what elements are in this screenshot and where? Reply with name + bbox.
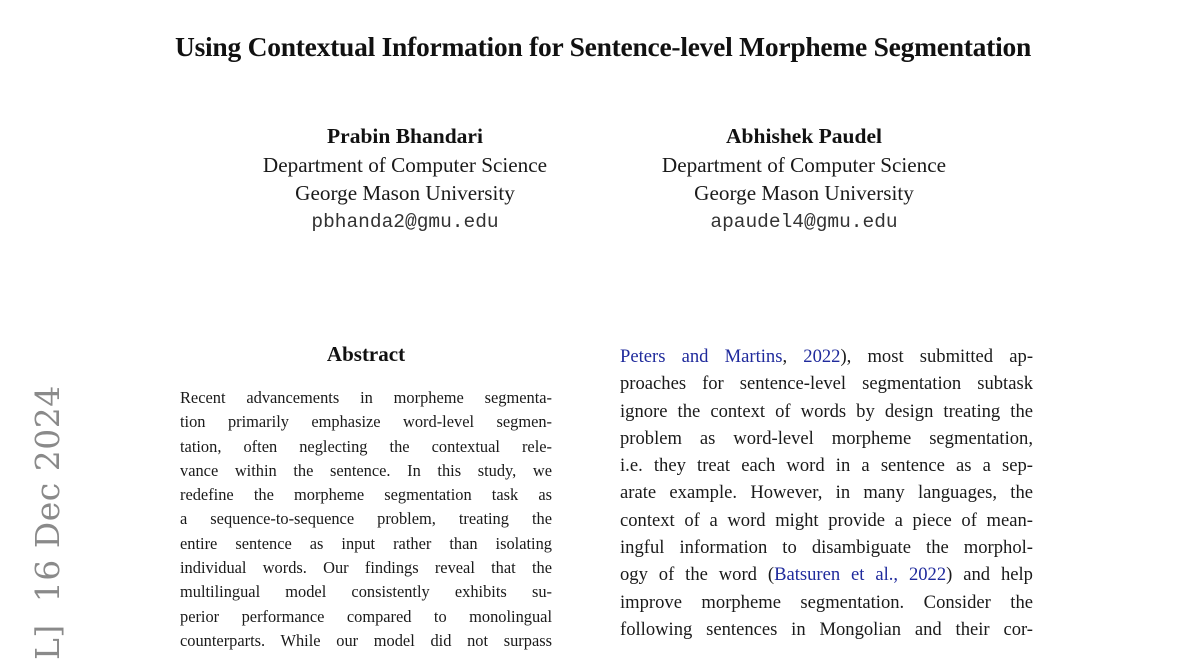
abstract-line: counterparts. While our model did not surpass [180,630,552,650]
intro-line: problem as word-level morpheme segmentation, [620,427,1033,449]
author-email[interactable]: apaudel4@gmu.edu [710,210,898,233]
abstract-body [180,386,552,653]
intro-line: context of a word might provide a piece of mean- [620,509,1033,531]
intro-line: i.e. they treat each word in a sentence as a sep- [620,455,1033,477]
abstract-line: tion primarily emphasize word-level segmen- [180,412,552,432]
intro-line [620,561,1033,588]
intro-line: ingful information to disambiguate the morphol- [620,537,1033,559]
intro-line [620,343,1033,370]
author-affiliation: George Mason University [694,181,914,205]
citation-year-link[interactable]: 2022 [803,346,841,367]
author-email[interactable]: pbhanda2@gmu.edu [311,210,499,233]
intro-line: following sentences in Mongolian and their cor- [620,618,1033,640]
abstract-line: individual words. Our findings reveal that the [180,558,552,578]
author-block [230,122,580,236]
intro-line: ignore the context of words by design treating the [620,400,1033,422]
citation-separator: , [782,346,804,367]
abstract-line: redefine the morpheme segmentation task as [180,485,552,505]
arxiv-stamp: L] 16 Dec 2024 [28,385,67,660]
intro-text: ogy of the word ( [620,564,775,586]
intro-line: proaches for sentence-level segmentation subtask [620,373,1033,395]
author-name: Abhishek Paudel [726,124,882,148]
abstract-heading: Abstract [326,342,406,366]
citation-link[interactable]: Batsuren et al., 2022 [774,564,947,586]
intro-line: improve morpheme segmentation. Consider the [620,591,1033,613]
abstract-line: Recent advancements in morpheme segmenta- [180,388,552,407]
intro-line: arate example. However, in many languages, the [620,482,1033,504]
abstract-line: multilingual model consistently exhibits su- [180,582,552,602]
paper-title: Using Contextual Information for Sentence-level Morpheme Segmentation [174,31,1032,62]
author-department: Department of Computer Science [262,152,548,177]
author-name: Prabin Bhandari [327,124,483,148]
author-block [629,122,979,236]
intro-text: ), most submitted ap- [840,346,1034,367]
author-department: Department of Computer Science [661,152,947,177]
abstract-line: tation, often neglecting the contextual rele- [180,436,552,456]
intro-column [620,343,1033,643]
citation-link[interactable]: Peters and Martins [620,346,783,367]
abstract-line: a sequence-to-sequence problem, treating the [180,509,552,529]
abstract-line: perior performance compared to monolingual [180,606,552,626]
intro-text: ) and help [946,564,1033,586]
abstract-line: entire sentence as input rather than isolating [180,533,552,553]
author-affiliation: George Mason University [295,181,515,205]
abstract-line: vance within the sentence. In this study, we [180,460,552,480]
